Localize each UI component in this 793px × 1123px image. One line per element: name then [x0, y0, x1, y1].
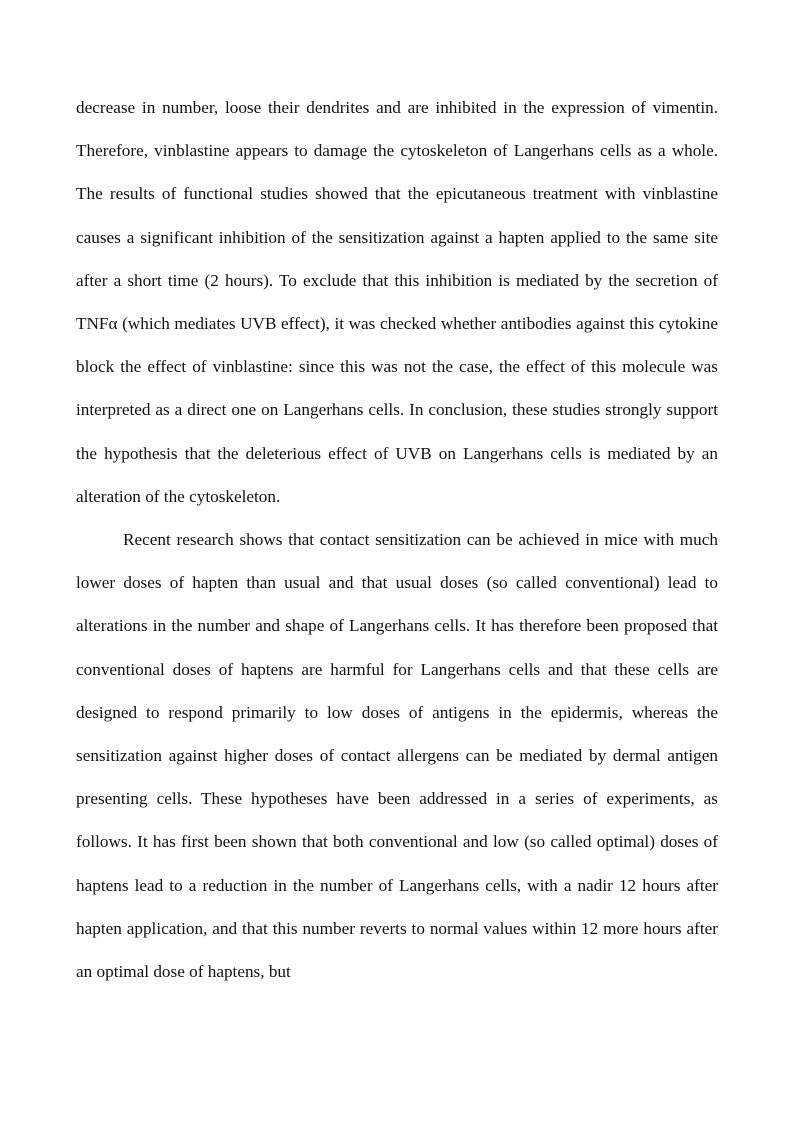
paragraph-continuation: decrease in number, loose their dendrites and are inhibited in the expression of vimentin. Therefore, vinblastine appears to damage the cytoskeleton of Langerhans cells as a whole. The results of functional studies showed that the epicutaneous treatment with vinblastine causes a significant inhibition of the sensitization against a hapten applied to the same site after a short time (2 hours). To exclude that this inhibition is mediated by the secretion of TNFα (which mediates UVB effect), it was checked whether antibodies against this cytokine block the effect of vinblastine: since this was not the case, the effect of this molecule was interpreted as a direct one on Langerhans cells. In conclusion, these studies strongly support the hypothesis that the deleterious effect of UVB on Langerhans cells is mediated by an alteration of the cytoskeleton. [76, 98, 718, 506]
document-page [76, 86, 718, 993]
paragraph-recent-research: Recent research shows that contact sensitization can be achieved in mice with much lower doses of hapten than usual and that usual doses (so called conventional) lead to alterations in the number and shape of Langerhans cells. It has therefore been proposed that conventional doses of haptens are harmful for Langerhans cells and that these cells are designed to respond primarily to low doses of antigens in the epidermis, whereas the sensitization against higher doses of contact allergens can be mediated by dermal antigen presenting cells. These hypotheses have been addressed in a series of experiments, as follows. It has first been shown that both conventional and low (so called optimal) doses of haptens lead to a reduction in the number of Langerhans cells, with a nadir 12 hours after hapten application, and that this number reverts to normal values within 12 more hours after an optimal dose of haptens, but [76, 530, 718, 982]
